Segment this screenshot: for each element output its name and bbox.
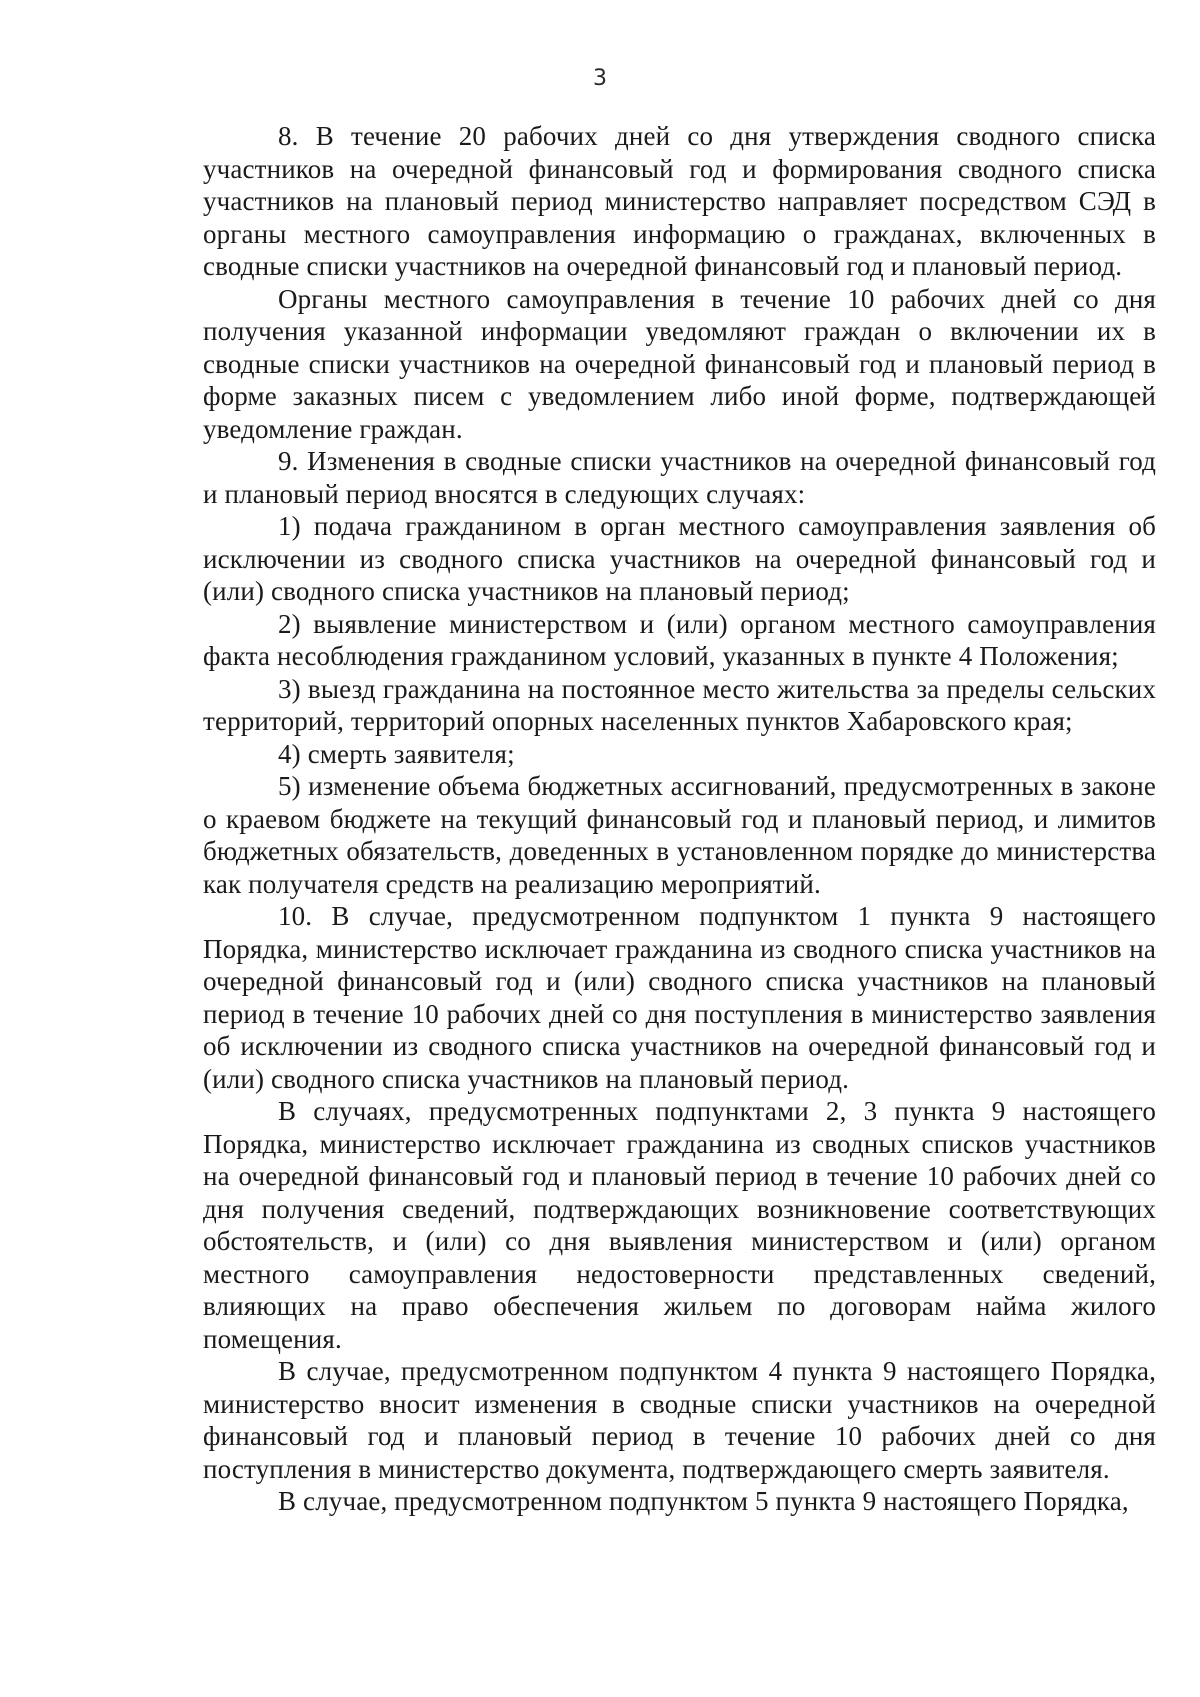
paragraph-10-cases-2-3: В случаях, предусмотренных подпунктами 2, 3 пункта 9 настоящего Порядка, министерство исключает гражданина из сводных списков участников на очередной финансовый год и плановый период в течение 10 рабочих дней со дня получения сведений, подтверждающих возникновение соответствующих обстоятельств, и (или) со дня выявления министерством и (или) органом местного самоуправления недостоверности представленных сведений, влияющих на право обеспечения жильем по договорам найма жилого помещения. <box>203 1096 1156 1354</box>
paragraph-10: 10. В случае, предусмотренном подпунктом 1 пункта 9 настоящего Порядка, министерство исключает гражданина из сводного списка участников на очередной финансовый год и (или) сводного списка участников на плановый период в течение 10 рабочих дней со дня поступления в министерство заявления об исключении из сводного списка участников на очередной финансовый год и (или) сводного списка участников на плановый период. <box>203 901 1156 1094</box>
paragraph-10-case-4: В случае, предусмотренном подпунктом 4 пункта 9 настоящего Порядка, министерство вносит изменения в сводные списки участников на очередной финансовый год и плановый период в течение 10 рабочих дней со дня поступления в министерство документа, подтверждающего смерть заявителя. <box>203 1356 1156 1484</box>
paragraph-9-item-5: 5) изменение объема бюджетных ассигнований, предусмотренных в законе о краевом бюджете на текущий финансовый год и плановый период, и лимитов бюджетных обязательств, доведенных в установленном порядке до министерства как получателя средств на реализацию мероприятий. <box>203 771 1156 899</box>
paragraph-9-item-1: 1) подача гражданином в орган местного самоуправления заявления об исключении из сводного списка участников на очередной финансовый год и (или) сводного списка участников на плановый период; <box>203 511 1156 606</box>
document-body <box>203 120 1156 1518</box>
paragraph-9-item-2: 2) выявление министерством и (или) органом местного самоуправления факта несоблюдения гражданином условий, указанных в пункте 4 Положения; <box>203 608 1156 671</box>
paragraph-10-case-5: В случае, предусмотренном подпунктом 5 пункта 9 настоящего Порядка, <box>278 1486 1129 1516</box>
paragraph-9-item-4: 4) смерть заявителя; <box>278 738 515 769</box>
paragraph-9: 9. Изменения в сводные списки участников на очередной финансовый год и плановый период вносятся в следующих случаях: <box>203 446 1156 509</box>
paragraph-8-notification: Органы местного самоуправления в течение 10 рабочих дней со дня получения указанной информации уведомляют граждан о включении их в сводные списки участников на очередной финансовый год и плановый период в форме заказных писем с уведомлением либо иной форме, подтверждающей уведомление граждан. <box>203 283 1156 444</box>
paragraph-8: 8. В течение 20 рабочих дней со дня утверждения сводного списка участников на очередной финансовый год и формирования сводного списка участников на плановый период министерство направляет посредством СЭД в органы местного самоуправления информацию о гражданах, включенных в сводные списки участников на очередной финансовый год и плановый период. <box>203 121 1156 281</box>
page-number: 3 <box>593 66 607 91</box>
paragraph-9-item-3: 3) выезд гражданина на постоянное место жительства за пределы сельских территорий, территорий опорных населенных пунктов Хабаровского края; <box>203 673 1156 736</box>
